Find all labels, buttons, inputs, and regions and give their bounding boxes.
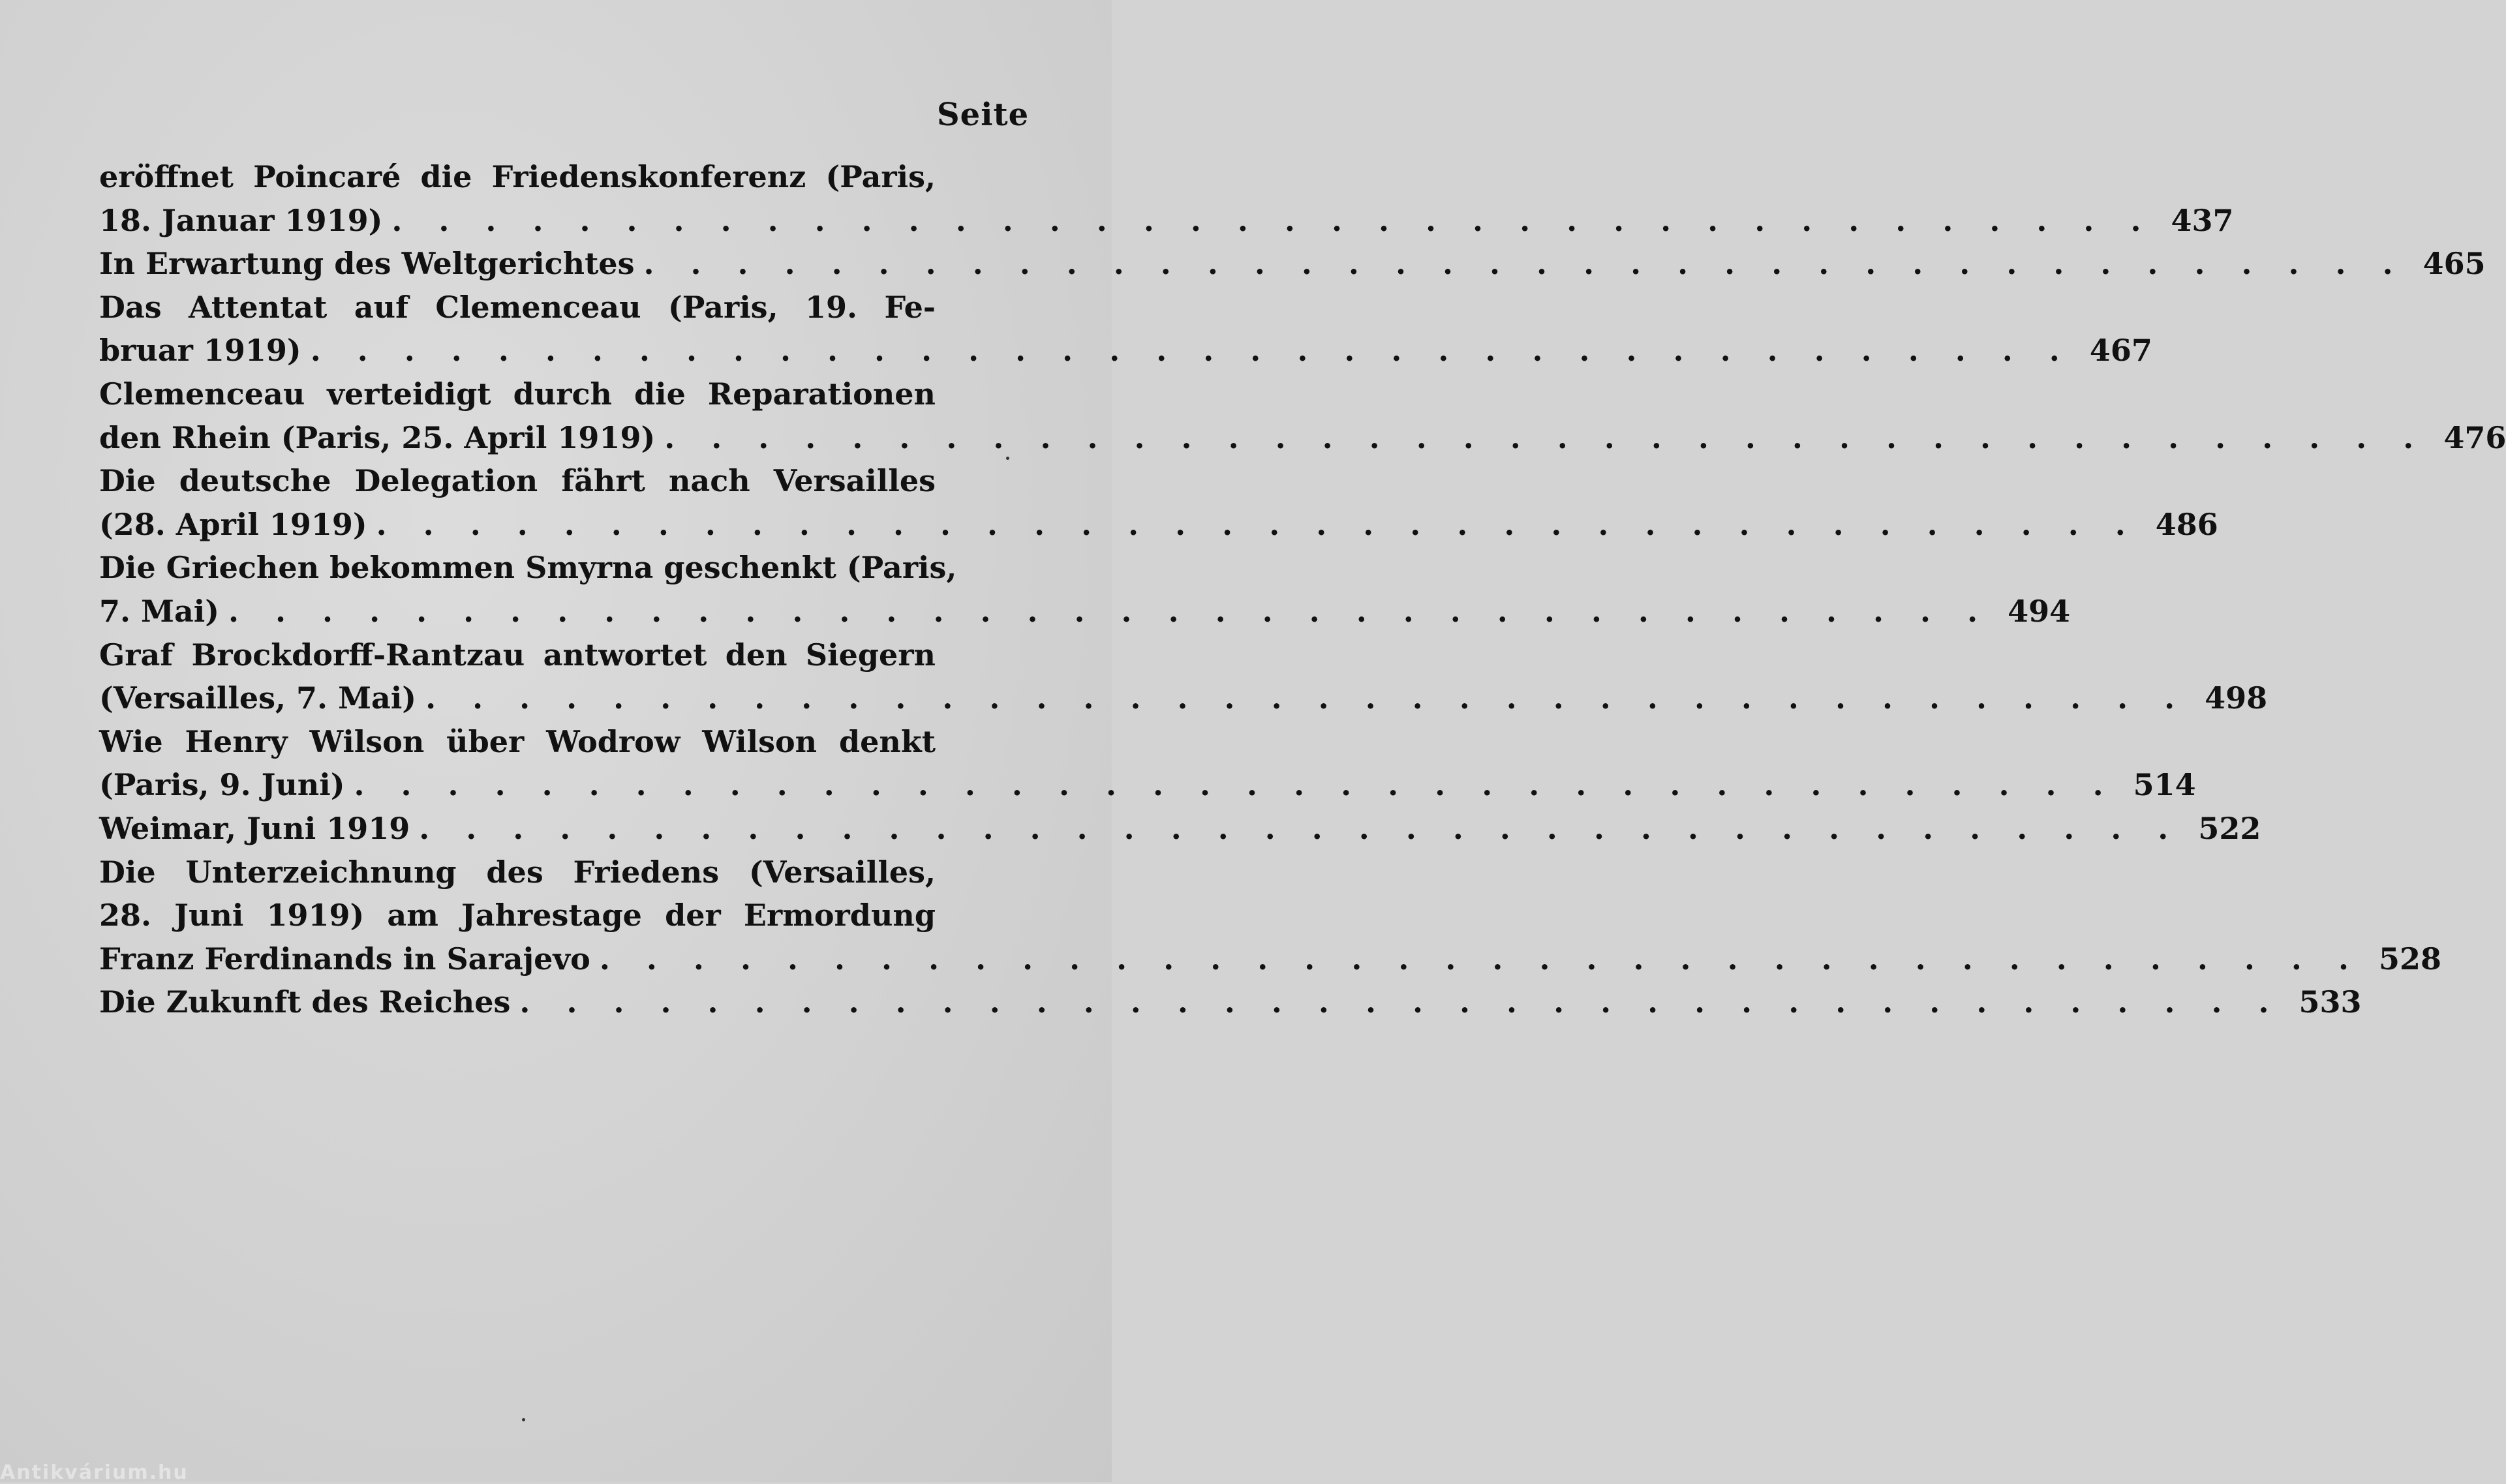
toc-entry-text: Die Griechen bekommen Smyrna geschenkt (Paris, bbox=[99, 550, 957, 586]
toc-page-number: 494 bbox=[2008, 593, 2071, 629]
toc-entry-text: Franz Ferdinands in Sarajevo bbox=[99, 941, 590, 977]
toc-entry-line bbox=[99, 242, 2486, 286]
toc-page-number: 486 bbox=[2155, 506, 2218, 542]
dot-leader: . . . . . . . . . . . . . . . . . . . . . . . . . . . . . . . . . . . . . . bbox=[425, 680, 2188, 716]
toc-entry-line bbox=[99, 980, 2362, 1024]
toc-entry-line bbox=[99, 590, 2071, 633]
toc-entry-text: (Paris, 9. Juni) bbox=[99, 767, 345, 803]
toc-entry bbox=[99, 372, 2506, 459]
toc-entry-text: Das Attentat auf Clemenceau (Paris, 19. Fe- bbox=[99, 289, 936, 325]
toc-entry bbox=[99, 720, 2196, 807]
toc-entry-line bbox=[99, 155, 1024, 199]
toc-entry-text: Die Zukunft des Reiches bbox=[99, 984, 511, 1020]
toc-entry-text: (Versailles, 7. Mai) bbox=[99, 680, 417, 716]
table-of-contents bbox=[99, 155, 2506, 1024]
toc-entry-line bbox=[99, 851, 1024, 894]
toc-entry-line bbox=[99, 546, 1024, 590]
toc-entry-line bbox=[99, 720, 1024, 764]
toc-page-number: 528 bbox=[2378, 941, 2441, 977]
dot-leader: . . . . . . . . . . . . . . . . . . . . . . . . . . . . . . . . . . . . . . bbox=[228, 593, 1991, 629]
toc-entry-line bbox=[99, 807, 2261, 851]
toc-page-number: 522 bbox=[2198, 810, 2261, 846]
watermark: Antikvárium.hu bbox=[0, 1461, 189, 1484]
stray-mark bbox=[1006, 457, 1009, 460]
toc-entry bbox=[99, 851, 2441, 981]
toc-entry-text: Graf Brockdorff-Rantzau antwortet den Siegern bbox=[99, 637, 936, 673]
toc-entry-text: 18. Januar 1919) bbox=[99, 202, 383, 238]
toc-page-number: 437 bbox=[2171, 202, 2234, 238]
toc-entry-text: Die deutsche Delegation fährt nach Versailles bbox=[99, 463, 936, 499]
toc-page-number: 465 bbox=[2422, 246, 2486, 282]
toc-entry-line bbox=[99, 937, 2441, 981]
dot-leader: . . . . . . . . . . . . . . . . . . . . . . . . . . . . . . . . . . . . . . bbox=[376, 506, 2139, 542]
dot-leader: . . . . . . . . . . . . . . . . . . . . . . . . . . . . . . . . . . . . . . bbox=[519, 984, 2282, 1020]
toc-page-number: 533 bbox=[2299, 984, 2362, 1020]
toc-entry bbox=[99, 459, 2218, 546]
toc-page-number: 476 bbox=[2443, 419, 2506, 455]
toc-entry-text: den Rhein (Paris, 25. April 1919) bbox=[99, 419, 656, 455]
dot-leader: . . . . . . . . . . . . . . . . . . . . . . . . . . . . . . . . . . . . . . bbox=[310, 333, 2073, 369]
toc-entry-text: Weimar, Juni 1919 bbox=[99, 810, 410, 846]
toc-entry-line bbox=[99, 372, 1024, 416]
toc-entry bbox=[99, 286, 2152, 372]
toc-entry-line bbox=[99, 503, 2218, 547]
toc-entry bbox=[99, 242, 2486, 286]
toc-entry-line bbox=[99, 416, 2506, 460]
stray-mark bbox=[522, 1418, 525, 1421]
toc-page-number: 514 bbox=[2133, 767, 2196, 803]
toc-entry-text: In Erwartung des Weltgerichtes bbox=[99, 246, 635, 282]
toc-entry bbox=[99, 633, 2268, 720]
toc-entry-text: eröffnet Poincaré die Friedenskonferenz (Paris, bbox=[99, 159, 936, 194]
toc-entry bbox=[99, 980, 2362, 1024]
toc-entry-line bbox=[99, 676, 2268, 720]
dot-leader: . . . . . . . . . . . . . . . . . . . . . . . . . . . . . . . . . . . . . . bbox=[354, 767, 2116, 803]
toc-entry-text: Wie Henry Wilson über Wodrow Wilson denkt bbox=[99, 723, 936, 759]
dot-leader: . . . . . . . . . . . . . . . . . . . . . . . . . . . . . . . . . . . . . . bbox=[599, 941, 2362, 977]
toc-entry-text: 28. Juni 1919) am Jahrestage der Ermordung bbox=[99, 898, 936, 933]
dot-leader: . . . . . . . . . . . . . . . . . . . . . . . . . . . . . . . . . . . . . . bbox=[419, 810, 2182, 846]
toc-page-number: 498 bbox=[2205, 680, 2268, 716]
toc-entry-line bbox=[99, 763, 2196, 807]
toc-entry bbox=[99, 155, 2234, 242]
toc-entry bbox=[99, 807, 2261, 851]
toc-entry-line bbox=[99, 199, 2234, 243]
page-column-header: Seite bbox=[937, 97, 1030, 133]
toc-entry-text: Die Unterzeichnung des Friedens (Versailles, bbox=[99, 854, 936, 890]
toc-entry-line bbox=[99, 459, 1024, 503]
toc-page-number: 467 bbox=[2089, 333, 2152, 369]
toc-entry-text: bruar 1919) bbox=[99, 333, 301, 369]
dot-leader: . . . . . . . . . . . . . . . . . . . . . . . . . . . . . . . . . . . . . . bbox=[391, 202, 2154, 238]
toc-entry bbox=[99, 546, 2071, 633]
toc-entry-text: Clemenceau verteidigt durch die Reparationen bbox=[99, 376, 936, 412]
toc-entry-text: (28. April 1919) bbox=[99, 506, 367, 542]
toc-entry-line bbox=[99, 286, 1024, 329]
toc-entry-line bbox=[99, 329, 2152, 372]
dot-leader: . . . . . . . . . . . . . . . . . . . . . . . . . . . . . . . . . . . . . . bbox=[643, 246, 2406, 282]
toc-entry-line bbox=[99, 633, 1024, 677]
toc-entry-text: 7. Mai) bbox=[99, 593, 219, 629]
dot-leader: . . . . . . . . . . . . . . . . . . . . . . . . . . . . . . . . . . . . . . bbox=[664, 419, 2427, 455]
toc-entry-line bbox=[99, 894, 1024, 937]
